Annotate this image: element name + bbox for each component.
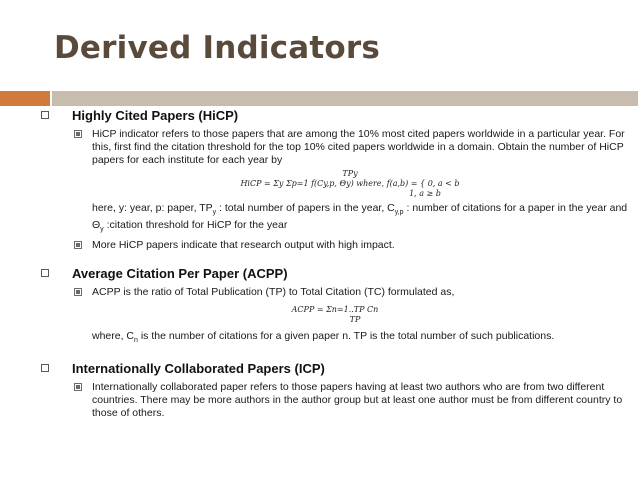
formula-line: 1, a ≥ b <box>409 189 441 198</box>
bullet-acpp-definition <box>40 286 630 299</box>
subscript: n <box>134 337 138 345</box>
bullet-text: HiCP indicator refers to those papers that are among the 10% most cited papers worldwide in a particular year. For this, first find the citation threshold for the top 10% cited papers worldwide in a domain. Obtain the number of HiCP papers for each institute for each year by <box>92 128 625 166</box>
subscript: y,p <box>394 209 404 217</box>
where-text: here, y: year, p: paper, TP <box>92 202 213 214</box>
bullet-text: More HiCP papers indicate that research output with high impact. <box>92 239 395 252</box>
bullet-text: Internationally collaborated paper refers to those papers having at least two authors who are from two different countries. There may be more authors in the author group but at least one author must be from different country to those of others. <box>92 381 623 420</box>
subscript: y <box>212 209 217 217</box>
filled-square-icon <box>74 288 82 296</box>
bullet-icp-definition <box>40 381 630 420</box>
formula-line: ACPP = Σn=1..TP Cn <box>291 305 379 315</box>
section-heading-text: Internationally Collaborated Papers (ICP) <box>72 361 325 377</box>
section-heading-text: Highly Cited Papers (HiCP) <box>72 108 239 123</box>
formula-line: HiCP = Σy Σp=1 f(Cy,p, Θy) where, f(a,b) = { 0, a < b <box>240 179 460 188</box>
section-heading-acpp <box>40 266 630 282</box>
formula-line: TPy <box>342 169 358 178</box>
bullet-hicp-impact <box>40 239 630 252</box>
section-heading-hicp <box>40 108 630 124</box>
title-accent-bar <box>0 91 50 106</box>
subscript: y <box>100 226 104 234</box>
where-text: where, C <box>92 330 135 343</box>
where-text: : number of citations for a paper in the year and Θ <box>92 202 628 232</box>
square-outline-icon <box>41 364 49 372</box>
slide-title: Derived Indicators <box>54 30 381 66</box>
acpp-formula <box>40 305 630 325</box>
square-outline-icon <box>41 269 49 277</box>
filled-square-icon <box>74 130 82 138</box>
filled-square-icon <box>74 383 82 391</box>
square-outline-icon <box>41 111 49 119</box>
section-heading-text: Average Citation Per Paper (ACPP) <box>72 266 288 282</box>
title-rule-bar <box>52 91 638 106</box>
where-text: :citation threshold for HiCP for the year <box>103 219 288 232</box>
slide-content <box>40 108 630 420</box>
bullet-text: ACPP is the ratio of Total Publication (TP) to Total Citation (TC) formulated as, <box>92 286 455 299</box>
hicp-formula <box>40 169 630 199</box>
section-heading-icp <box>40 361 630 377</box>
bullet-hicp-definition <box>40 128 630 167</box>
formula-line: TP <box>349 315 361 325</box>
where-text: : total number of papers in the year, C <box>216 202 395 214</box>
hicp-where-text <box>40 202 630 236</box>
filled-square-icon <box>74 241 82 249</box>
where-text: is the number of citations for a given paper n. TP is the total number of such publications. <box>137 330 555 343</box>
acpp-where-text <box>40 330 630 347</box>
